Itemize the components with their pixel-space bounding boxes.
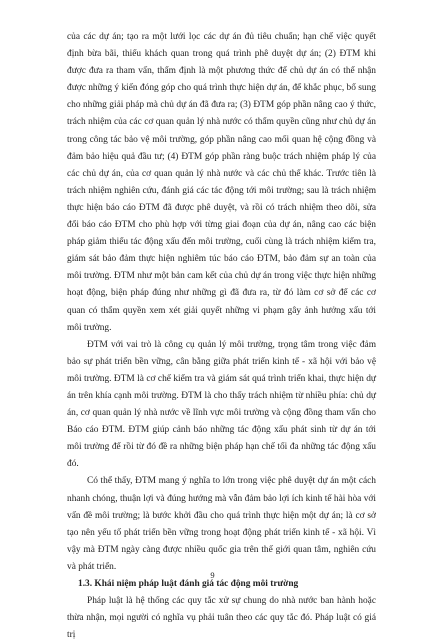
paragraph-benefits-of-eia: của các dự án; tạo ra một lưới lọc các dự án đủ tiêu chuẩn; hạn chế việc quyết định bừa bãi, thiếu khách quan trong quá trình phê duyệt dự án; (2) ĐTM khi được đưa ra tham vấn, thẩm định là một phương thức để chủ dự án có thể nhận được những ý kiến đóng góp cho quá trình thực hiện dự án, để khắc phục, bổ sung cho những giải pháp mà chủ dự án đã đưa ra; (3) ĐTM góp phần nâng cao ý thức, trách nhiệm của các cơ quan quản lý nhà nước có thẩm quyền cũng như chủ dự án trong công tác bảo vệ môi trường, góp phần nâng cao mối quan hệ cộng đồng và đảm bảo hiệu quả đầu tư; (4) ĐTM góp phần ràng buộc trách nhiệm pháp lý của các chủ dự án, của cơ quan quản lý nhà nước và các chủ thể khác. Trước tiên là trách nhiệm nghiên cứu, đánh giá các tác động tới môi trường; sau là trách nhiệm thực hiện báo cáo ĐTM đã được phê duyệt, và rồi có trách nhiệm theo dõi, sửa đổi báo cáo ĐTM cho phù hợp với từng giai đoạn của dự án, nâng cao các biện pháp giảm thiểu tác động xấu đến môi trường, cuối cùng là trách nhiệm kiểm tra, giám sát bảo đảm thực hiện nghiêm túc báo cáo ĐTM, bảo đảm sự an toàn của môi trường. ĐTM như một bản cam kết của chủ dự án trong việc thực hiện những hoạt động, biện pháp đúng như những gì đã đưa ra, từ đó làm cơ sở để các cơ quan có thẩm quyền xem xét giải quyết những vi phạm gây ảnh hưởng xấu tới môi trường. <box>67 32 376 333</box>
section-heading-1-3: 1.3. Khái niệm pháp luật đánh giá tác động môi trường <box>78 579 299 589</box>
paragraph-eia-management-tool: ĐTM với vai trò là công cụ quản lý môi trường, trọng tâm trong việc đảm bảo sự phát triển bền vững, cân bằng giữa phát triển kinh tế - xã hội với bảo vệ môi trường. ĐTM là cơ chế kiểm tra và giám sát quá trình triển khai, thực hiện dự án trên khía cạnh môi trường. ĐTM là cho thấy trách nhiệm từ nhiều phía: chủ dự án, cơ quan quản lý nhà nước về lĩnh vực môi trường và cộng đồng tham vấn cho Báo cáo ĐTM. ĐTM giúp cảnh báo những tác động xấu phát sinh từ dự án tới môi trường để rồi từ đó đề ra những biện pháp hạn chế tối đa những tác động xấu đó. <box>67 339 376 470</box>
paragraph-law-definition: Pháp luật là hệ thống các quy tắc xử sự chung do nhà nước ban hành hoặc thừa nhận, mọi người có nghĩa vụ phải tuân theo các quy tắc đó. Pháp luật có giá trị <box>67 596 376 641</box>
paragraph-eia-significance: Có thể thấy, ĐTM mang ý nghĩa to lớn trong việc phê duyệt dự án một cách nhanh chóng, thuận lợi và đúng hướng mà vẫn đảm bảo lợi ích kinh tế hài hòa với vấn đề môi trường; là bước khởi đầu cho quá trình thực hiện một dự án; là cơ sở tạo nên yếu tố phát triển bền vững trong hoạt động phát triển kinh tế - xã hội. Vì vậy mà ĐTM ngày càng được nhiều quốc gia trên thế giới quan tâm, nghiên cứu và phát triển. <box>67 476 376 572</box>
page-number: 9 <box>210 570 215 580</box>
